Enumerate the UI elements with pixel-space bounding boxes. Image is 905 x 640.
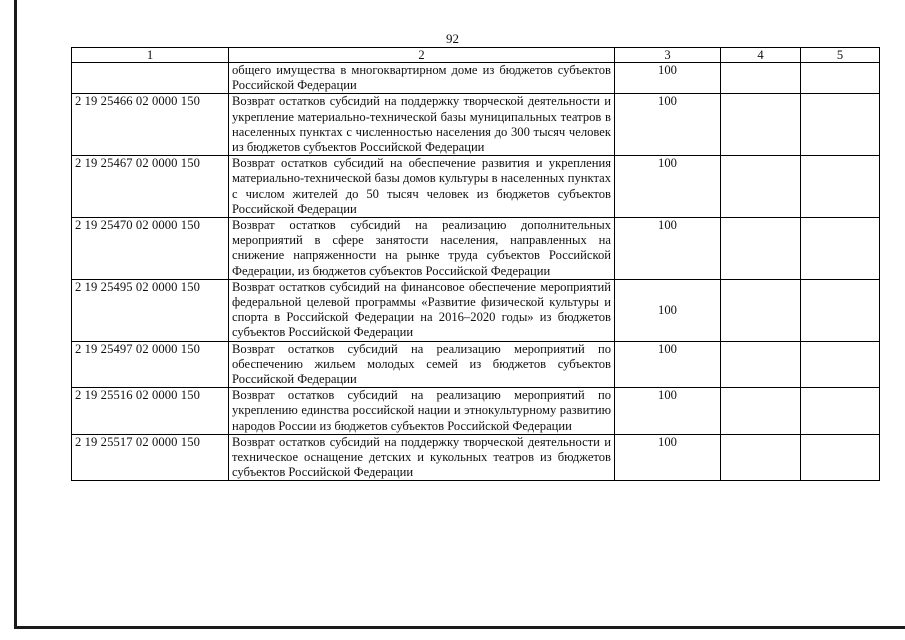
- column-5-cell: [801, 341, 880, 388]
- column-5-cell: [801, 279, 880, 341]
- scan-edge-left: [14, 0, 17, 628]
- budget-code-cell: 2 19 25466 02 0000 150: [72, 94, 229, 156]
- page-number: 92: [446, 31, 459, 46]
- description-cell: Возврат остатков субсидий на обеспечение развития и укрепления материально-технической базы домов культуры в населенных пунктах с числом жителей до 50 тысяч человек из бюджетов субъектов Российской Федерации: [229, 156, 615, 218]
- table-row: [72, 279, 880, 341]
- column-header: 4: [721, 48, 801, 63]
- column-header: 5: [801, 48, 880, 63]
- value-cell: 100: [615, 156, 721, 218]
- table-row: [72, 94, 880, 156]
- column-5-cell: [801, 63, 880, 94]
- value-cell: 100: [615, 63, 721, 94]
- budget-code-table: [71, 47, 880, 481]
- table-header-row: [72, 48, 880, 63]
- column-header: 3: [615, 48, 721, 63]
- column-4-cell: [721, 156, 801, 218]
- value-cell: 100: [615, 388, 721, 435]
- description-cell: общего имущества в многоквартирном доме из бюджетов субъектов Российской Федерации: [229, 63, 615, 94]
- column-5-cell: [801, 388, 880, 435]
- column-5-cell: [801, 94, 880, 156]
- column-5-cell: [801, 156, 880, 218]
- value-cell: 100: [615, 434, 721, 481]
- value-cell: 100: [615, 279, 721, 341]
- budget-code-cell: 2 19 25495 02 0000 150: [72, 279, 229, 341]
- column-4-cell: [721, 388, 801, 435]
- column-5-cell: [801, 218, 880, 280]
- column-4-cell: [721, 218, 801, 280]
- budget-code-cell: 2 19 25467 02 0000 150: [72, 156, 229, 218]
- table-row: [72, 388, 880, 435]
- value-cell: 100: [615, 341, 721, 388]
- description-cell: Возврат остатков субсидий на реализацию мероприятий по обеспечению жильем молодых семей из бюджетов субъектов Российской Федерации: [229, 341, 615, 388]
- table-row: [72, 218, 880, 280]
- column-header: 2: [229, 48, 615, 63]
- table-row: [72, 434, 880, 481]
- budget-code-cell: 2 19 25470 02 0000 150: [72, 218, 229, 280]
- table-row: [72, 341, 880, 388]
- budget-code-cell: [72, 63, 229, 94]
- budget-code-cell: 2 19 25497 02 0000 150: [72, 341, 229, 388]
- budget-code-cell: 2 19 25516 02 0000 150: [72, 388, 229, 435]
- description-cell: Возврат остатков субсидий на финансовое обеспечение мероприятий федеральной целевой программы «Развитие физической культуры и спорта в Российской Федерации на 2016–2020 годы» из бюджетов субъектов Российской Федерации: [229, 279, 615, 341]
- table-row: [72, 156, 880, 218]
- column-4-cell: [721, 63, 801, 94]
- value-cell: 100: [615, 94, 721, 156]
- description-cell: Возврат остатков субсидий на поддержку творческой деятельности и техническое оснащение детских и кукольных театров из бюджетов субъектов Российской Федерации: [229, 434, 615, 481]
- column-header: 1: [72, 48, 229, 63]
- description-cell: Возврат остатков субсидий на реализацию мероприятий по укреплению единства российской нации и этнокультурному развитию народов России из бюджетов субъектов Российской Федерации: [229, 388, 615, 435]
- value-cell: 100: [615, 218, 721, 280]
- scan-edge-bottom: [14, 626, 905, 629]
- column-4-cell: [721, 434, 801, 481]
- description-cell: Возврат остатков субсидий на реализацию дополнительных мероприятий в сфере занятости населения, направленных на снижение напряженности на рынке труда субъектов Российской Федерации, из бюджетов субъектов Российской Федерации: [229, 218, 615, 280]
- description-cell: Возврат остатков субсидий на поддержку творческой деятельности и укрепление материально-технической базы муниципальных театров в населенных пунктах с численностью населения до 300 тысяч человек из бюджетов субъектов Российской Федерации: [229, 94, 615, 156]
- budget-code-cell: 2 19 25517 02 0000 150: [72, 434, 229, 481]
- column-5-cell: [801, 434, 880, 481]
- column-4-cell: [721, 94, 801, 156]
- column-4-cell: [721, 341, 801, 388]
- table-row: [72, 63, 880, 94]
- column-4-cell: [721, 279, 801, 341]
